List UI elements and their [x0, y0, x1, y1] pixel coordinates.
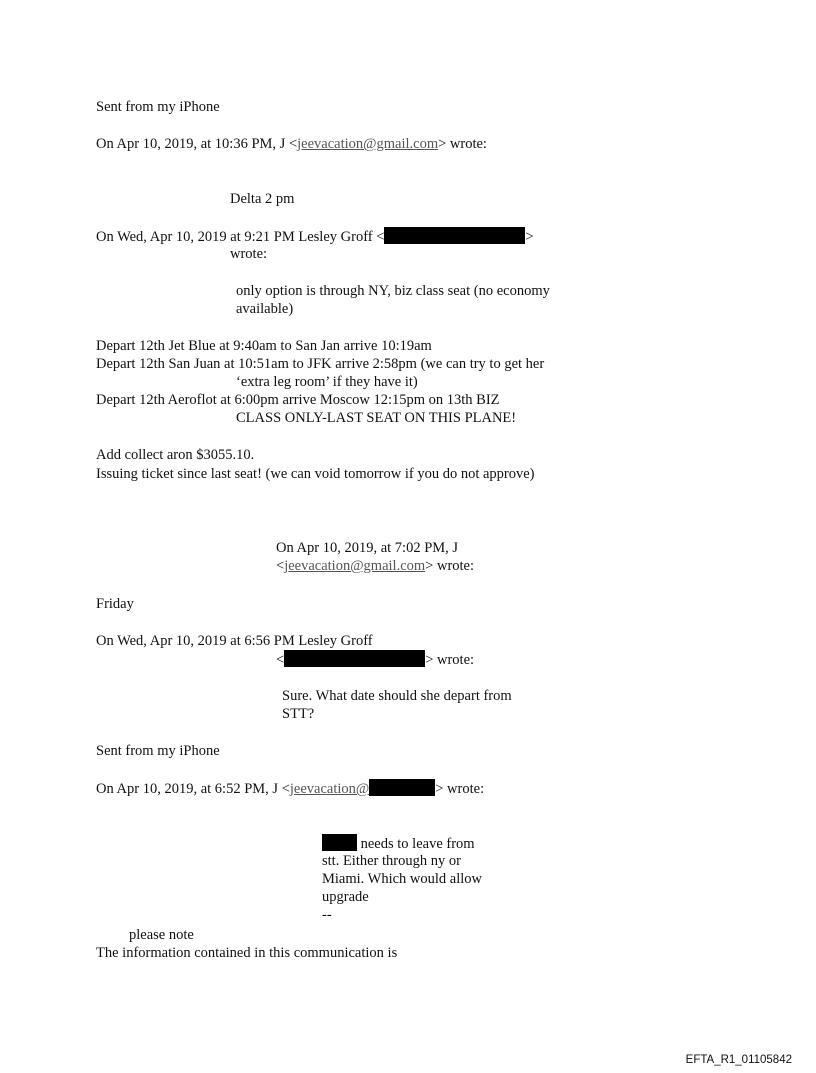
- sent-from-text: Sent from my iPhone: [96, 743, 220, 759]
- redaction-box: [284, 650, 425, 667]
- sent-from-text: Sent from my iPhone: [96, 99, 220, 115]
- message-text: please note: [129, 927, 194, 943]
- reply-header-suffix: > wrote:: [425, 652, 475, 668]
- message-text: Friday: [96, 596, 134, 612]
- reply-header-prefix: On Apr 10, 2019, at 10:36 PM, J <: [96, 136, 298, 152]
- redaction-box: [384, 227, 525, 244]
- redaction-box: [369, 779, 435, 796]
- itinerary-line: ‘extra leg room’ if they have it): [236, 374, 418, 390]
- signature-separator: --: [322, 907, 332, 923]
- message-text: stt. Either through ny or: [322, 853, 461, 869]
- reply-header-3: On Apr 10, 2019, at 7:02 PM, J: [276, 540, 459, 556]
- email-link[interactable]: jeevacation@: [289, 781, 370, 797]
- email-link[interactable]: jeevacation@gmail.com: [297, 136, 439, 152]
- reply-header-suffix: > wrote:: [435, 781, 485, 797]
- reply-header-4: On Wed, Apr 10, 2019 at 6:56 PM Lesley Groff: [96, 633, 373, 649]
- message-text: STT?: [282, 706, 315, 722]
- reply-header-prefix: <: [276, 558, 285, 574]
- message-text: available): [236, 301, 294, 317]
- redaction-box: [322, 834, 357, 851]
- itinerary-line: CLASS ONLY-LAST SEAT ON THIS PLANE!: [236, 410, 517, 426]
- itinerary-line: Depart 12th San Juan at 10:51am to JFK arrive 2:58pm (we can try to get her: [96, 356, 545, 372]
- message-text: Delta 2 pm: [230, 191, 295, 207]
- email-link[interactable]: jeevacation@gmail.com: [284, 558, 426, 574]
- message-text: only option is through NY, biz class seat (no economy: [236, 283, 550, 299]
- reply-header-suffix: > wrote:: [425, 558, 475, 574]
- reply-header-wrote: wrote:: [230, 246, 268, 262]
- message-text: Sure. What date should she depart from: [282, 688, 512, 704]
- itinerary-line: Depart 12th Jet Blue at 9:40am to San Jan arrive 10:19am: [96, 338, 432, 354]
- message-text: upgrade: [322, 889, 369, 905]
- message-text: The information contained in this communication is: [96, 945, 398, 961]
- reply-header-prefix: On Apr 10, 2019, at 6:52 PM, J <: [96, 781, 290, 797]
- reply-header-2: [96, 227, 534, 246]
- message-text-line: [322, 834, 475, 853]
- reply-header-prefix: <: [276, 652, 285, 668]
- reply-header-1: [96, 135, 487, 153]
- itinerary-line: Depart 12th Aeroflot at 6:00pm arrive Moscow 12:15pm on 13th BIZ: [96, 392, 500, 408]
- reply-header-5: [96, 779, 484, 798]
- document-id: EFTA_R1_01105842: [685, 1054, 792, 1066]
- reply-header-suffix: > wrote:: [438, 136, 487, 152]
- message-text: Add collect aron $3055.10.: [96, 447, 255, 463]
- reply-header-prefix: On Wed, Apr 10, 2019 at 9:21 PM Lesley Groff <: [96, 229, 385, 245]
- reply-header-suffix: >: [525, 229, 534, 245]
- message-text: Issuing ticket since last seat! (we can void tomorrow if you do not approve): [96, 466, 535, 482]
- reply-header-3-line2: [276, 557, 474, 575]
- message-text: needs to leave from: [357, 836, 475, 852]
- reply-header-4-line2: [276, 650, 474, 669]
- message-text: Miami. Which would allow: [322, 871, 483, 887]
